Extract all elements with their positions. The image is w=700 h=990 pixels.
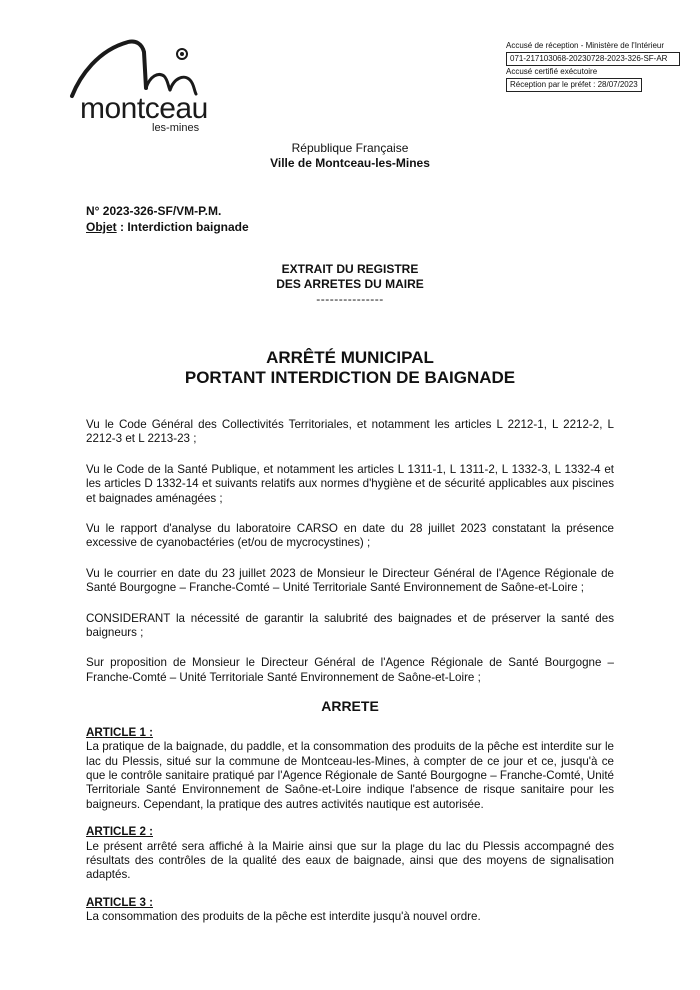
decree-body (86, 418, 614, 938)
decree-title (100, 348, 600, 388)
stamp-ministry-line: Accusé de réception - Ministère de l'Intérieur (506, 41, 665, 50)
article-text: Le présent arrêté sera affiché à la Mairie ainsi que sur la plage du lac du Plessis accompagné des résultats des contrôles de la qualité des eaux de baignade, ainsi que des moyens de signalisation adaptés. (86, 839, 614, 882)
article-title: ARTICLE 3 : (86, 895, 153, 909)
city-logo (58, 36, 208, 136)
title-line-2: PORTANT INTERDICTION DE BAIGNADE (184, 368, 516, 387)
logo-subtitle: les-mines (152, 122, 200, 134)
register-extract-heading (200, 262, 500, 307)
consideration-paragraph: Sur proposition de Monsieur le Directeur Général de l'Agence Régionale de Santé Bourgogne – Franche-Comté – Unité Territoriale Santé Environnement de Saône-et-Loire ; (86, 656, 614, 684)
extract-line-2: DES ARRETES DU MAIRE (276, 277, 424, 291)
reference-block (86, 203, 249, 235)
object-label: Objet (86, 220, 117, 234)
article-text: La pratique de la baignade, du paddle, et la consommation des produits de la pêche est interdite sur le lac du Plessis, situé sur la commune de Montceau-les-Mines, à compter de ce jour et ce, jusqu'à ce que le contrôle sanitaire pratiqué par l'Agence Régionale de Santé Bourgogne – Franche-Comté, Unité Territoriale Santé Environnement de Saône-et-Loire indique l'absence de risque sanitaire pour les baigneurs. Cependant, la pratique des autres activités nautique est autorisée. (86, 740, 614, 811)
consideration-paragraph: CONSIDERANT la nécessité de garantir la salubrité des baignades et de préserver la santé des baigneurs ; (86, 611, 614, 640)
article-title: ARTICLE 1 : (86, 725, 153, 739)
consideration-paragraph: Vu le Code de la Santé Publique, et notamment les articles L 1311-1, L 1311-2, L 1332-3, L 1332-4 et les articles D 1332-14 et suivants relatifs aux normes d'hygiène et de sécurité applicables aux piscines et baignades aménagées ; (86, 462, 614, 505)
object-text: : Interdiction baignade (116, 220, 249, 234)
consideration-paragraph: Vu le rapport d'analyse du laboratoire CARSO en date du 28 juillet 2023 constatant la présence excessive de cyanobactéries (et/ou de mycrocystines) ; (86, 522, 614, 550)
document-header (200, 141, 500, 171)
article-text: La consommation des produits de la pêche est interdite jusqu'à nouvel ordre. (86, 910, 481, 924)
title-line-1: ARRÊTÉ MUNICIPAL (266, 348, 434, 367)
republic-label: République Française (291, 141, 409, 155)
stamp-certified-line: Accusé certifié exécutoire (506, 67, 598, 76)
reception-stamp (506, 41, 680, 93)
arrete-heading: ARRETE (321, 698, 379, 715)
stamp-ar-number: 071-217103068-20230728-2023-326-SF-AR (506, 52, 680, 66)
article-title: ARTICLE 2 : (86, 825, 153, 839)
decree-object (86, 219, 249, 235)
logo-name: montceau (80, 92, 208, 125)
consideration-paragraph: Vu le Code Général des Collectivités Territoriales, et notamment les articles L 2212-1, L 2212-2, L 2212-3 et L 2213-23 ; (86, 418, 614, 446)
stamp-reception-date: Réception par le préfet : 28/07/2023 (506, 78, 642, 92)
consideration-paragraph: Vu le courrier en date du 23 juillet 2023 de Monsieur le Directeur Général de l'Agence Régionale de Santé Bourgogne – Franche-Comté – Unité Territoriale Santé Environnement de Saône-et-Loire ; (86, 566, 614, 595)
extract-line-1: EXTRAIT DU REGISTRE (281, 262, 419, 276)
extract-separator: --------------- (316, 292, 384, 306)
city-label: Ville de Montceau-les-Mines (270, 156, 430, 170)
decree-number: N° 2023-326-SF/VM-P.M. (86, 204, 222, 218)
